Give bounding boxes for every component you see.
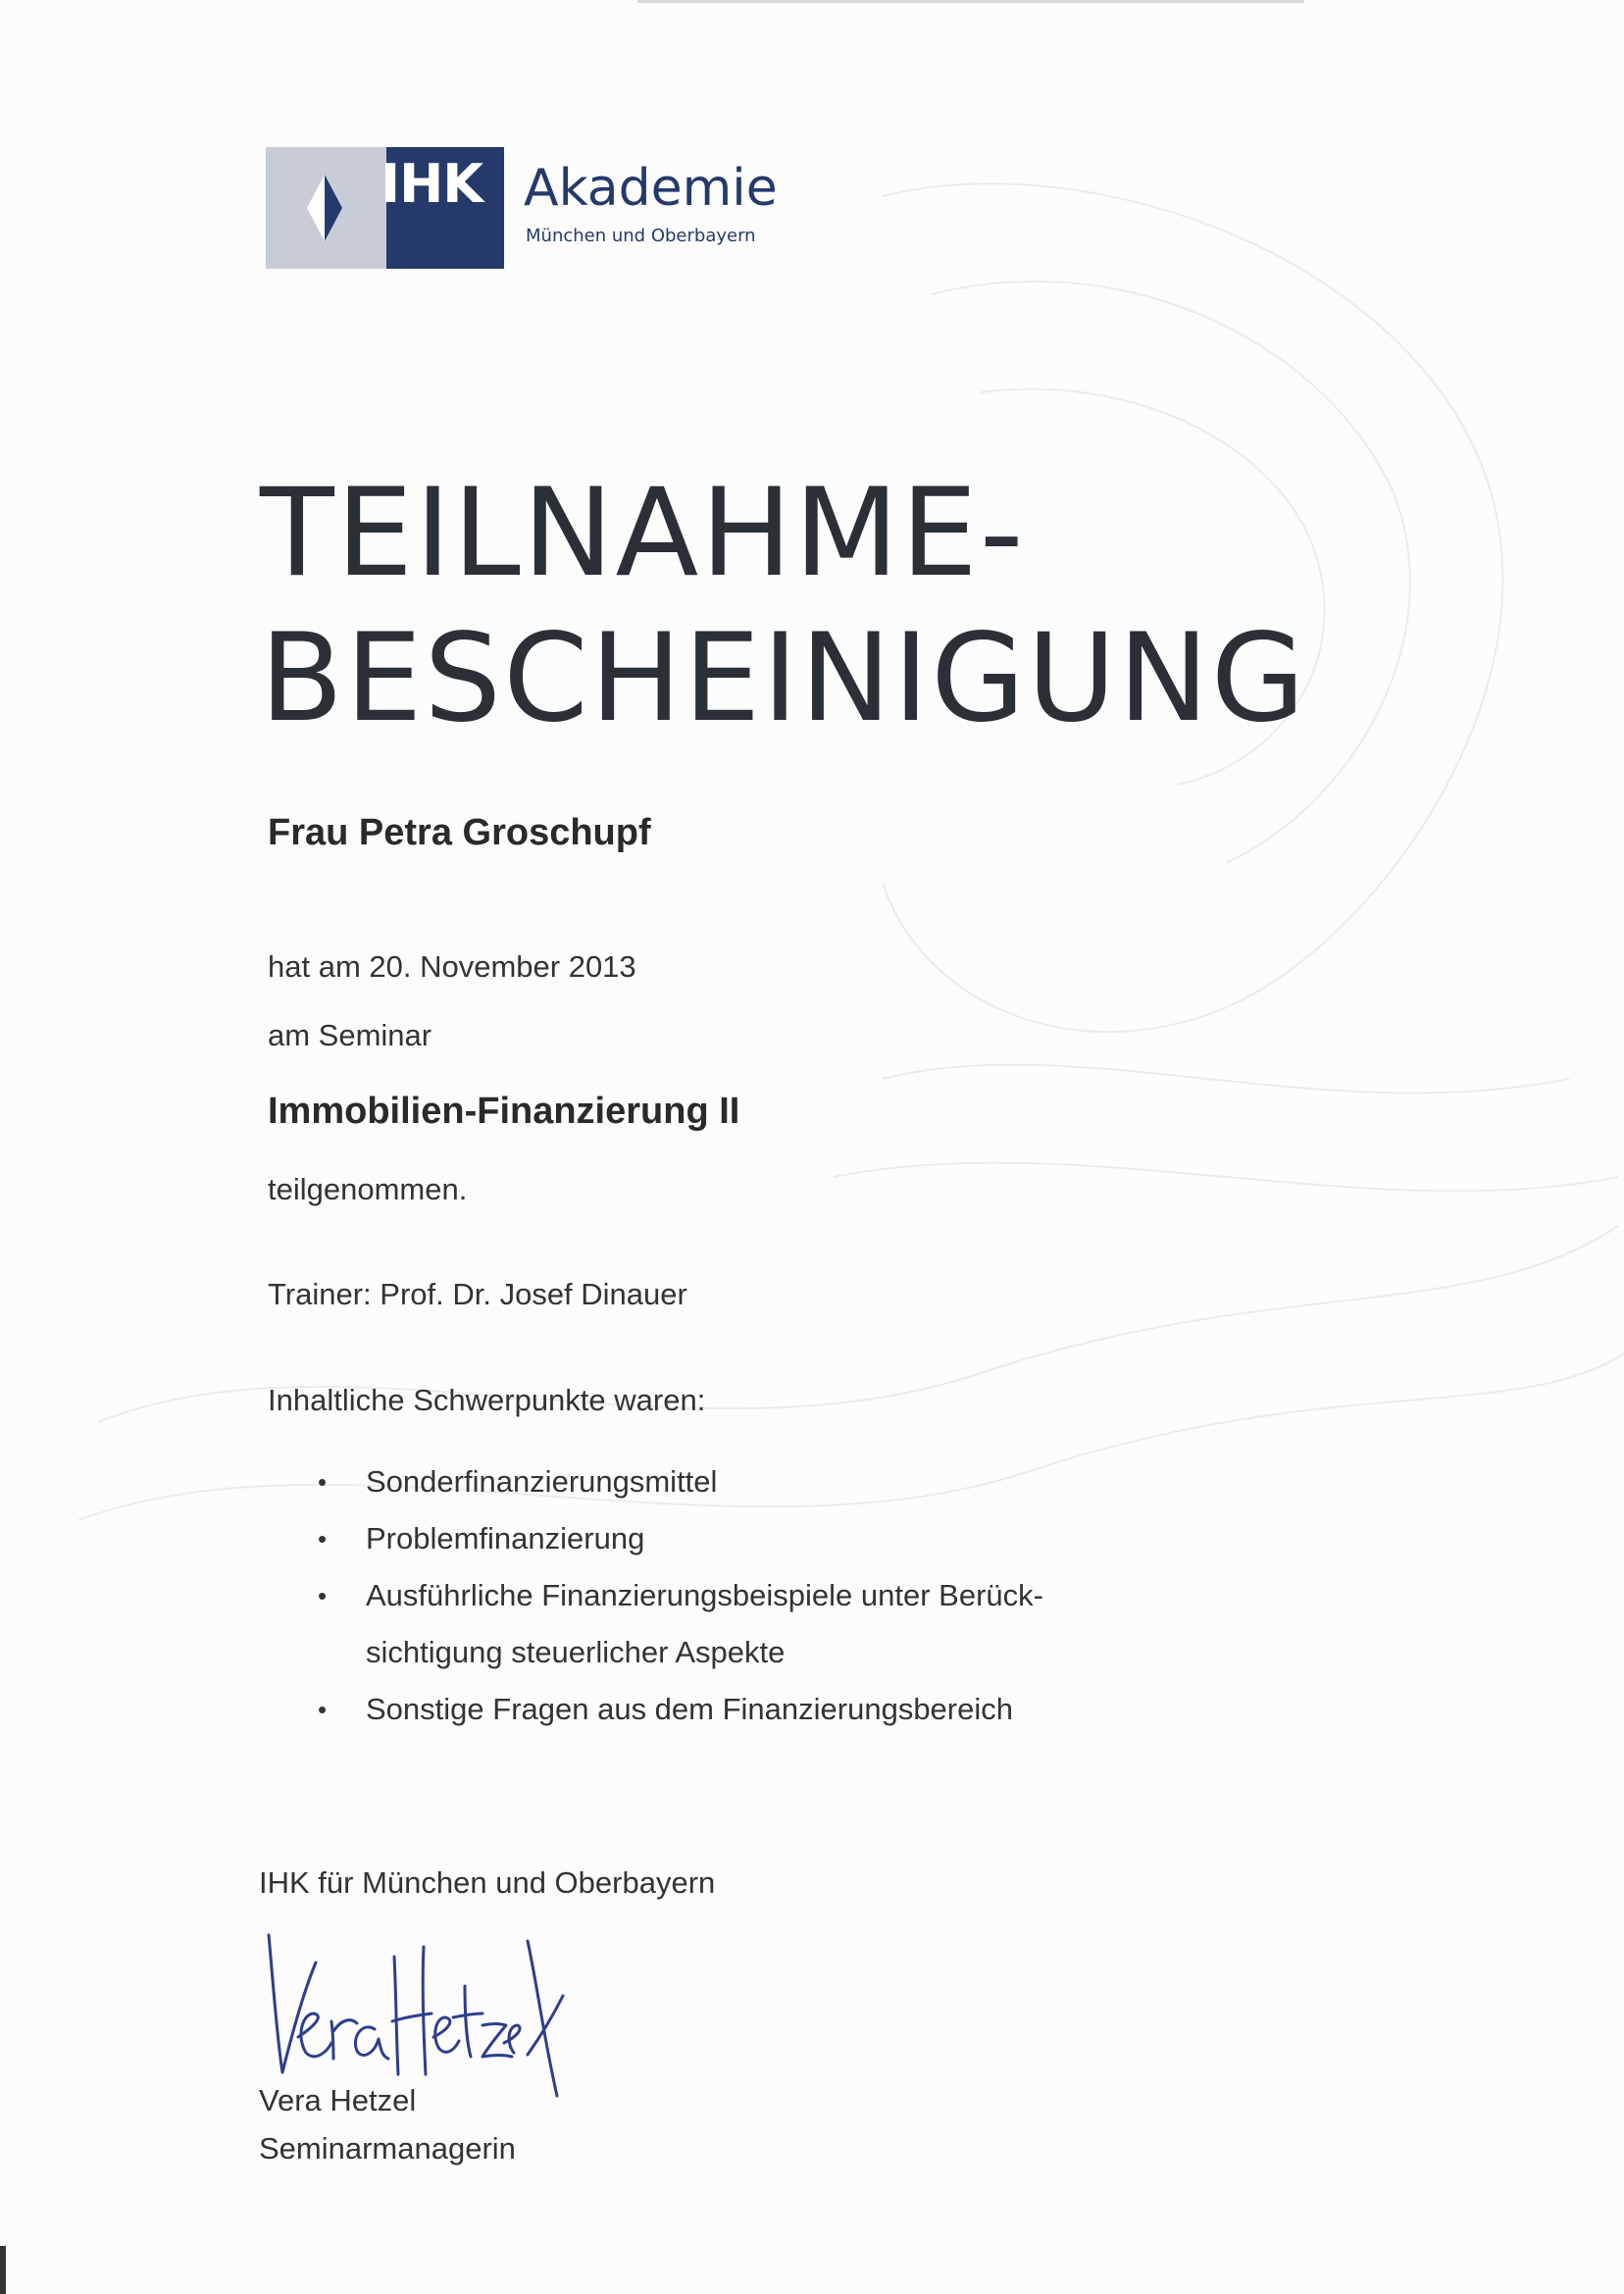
logo-subtitle: München und Oberbayern xyxy=(526,226,756,246)
topic-text-line-1: Ausführliche Finanzierungsbeispiele unter Berück- xyxy=(366,1578,1043,1612)
list-item xyxy=(314,1453,1196,1510)
diamond-arrow-icon xyxy=(266,147,386,269)
topic-text-line-2: sichtigung steuerlicher Aspekte xyxy=(366,1635,786,1669)
topics-heading: Inhaltliche Schwerpunkte waren: xyxy=(268,1383,706,1417)
date-line: hat am 20. November 2013 xyxy=(268,949,636,984)
bullet-icon: • xyxy=(318,1524,328,1554)
signer-role: Seminarmanagerin xyxy=(259,2131,516,2166)
topic-text: Sonderfinanzierungsmittel xyxy=(366,1464,718,1499)
bullet-icon: • xyxy=(318,1695,328,1724)
list-item xyxy=(314,1510,1196,1567)
topic-text: Sonstige Fragen aus dem Finanzierungsbereich xyxy=(366,1692,1013,1726)
topics-list xyxy=(314,1453,1196,1738)
bullet-icon: • xyxy=(318,1467,328,1497)
ihk-akademie-logo xyxy=(266,147,776,269)
seminar-title: Immobilien-Finanzierung II xyxy=(268,1091,740,1132)
scan-edge-left xyxy=(0,2246,6,2294)
certificate-title xyxy=(260,461,1307,751)
topic-text: Problemfinanzierung xyxy=(366,1521,645,1555)
issuing-organization: IHK für München und Oberbayern xyxy=(259,1865,716,1900)
bullet-icon: • xyxy=(318,1581,328,1610)
recipient-name: Frau Petra Groschupf xyxy=(268,812,651,853)
signer-name: Vera Hetzel xyxy=(259,2083,417,2117)
title-line-1: TEILNAHME- xyxy=(260,463,1026,604)
seminar-intro: am Seminar xyxy=(268,1018,432,1052)
trainer-line: Trainer: Prof. Dr. Josef Dinauer xyxy=(268,1277,687,1311)
title-line-2: BESCHEINIGUNG xyxy=(260,608,1307,749)
scan-edge-top xyxy=(637,0,1304,3)
logo-brand: IHK xyxy=(381,153,483,215)
list-item xyxy=(314,1567,1196,1681)
list-item xyxy=(314,1681,1196,1738)
handwritten-signature xyxy=(247,1927,639,2104)
logo-name: Akademie xyxy=(524,159,778,218)
completion-text: teilgenommen. xyxy=(268,1172,468,1206)
